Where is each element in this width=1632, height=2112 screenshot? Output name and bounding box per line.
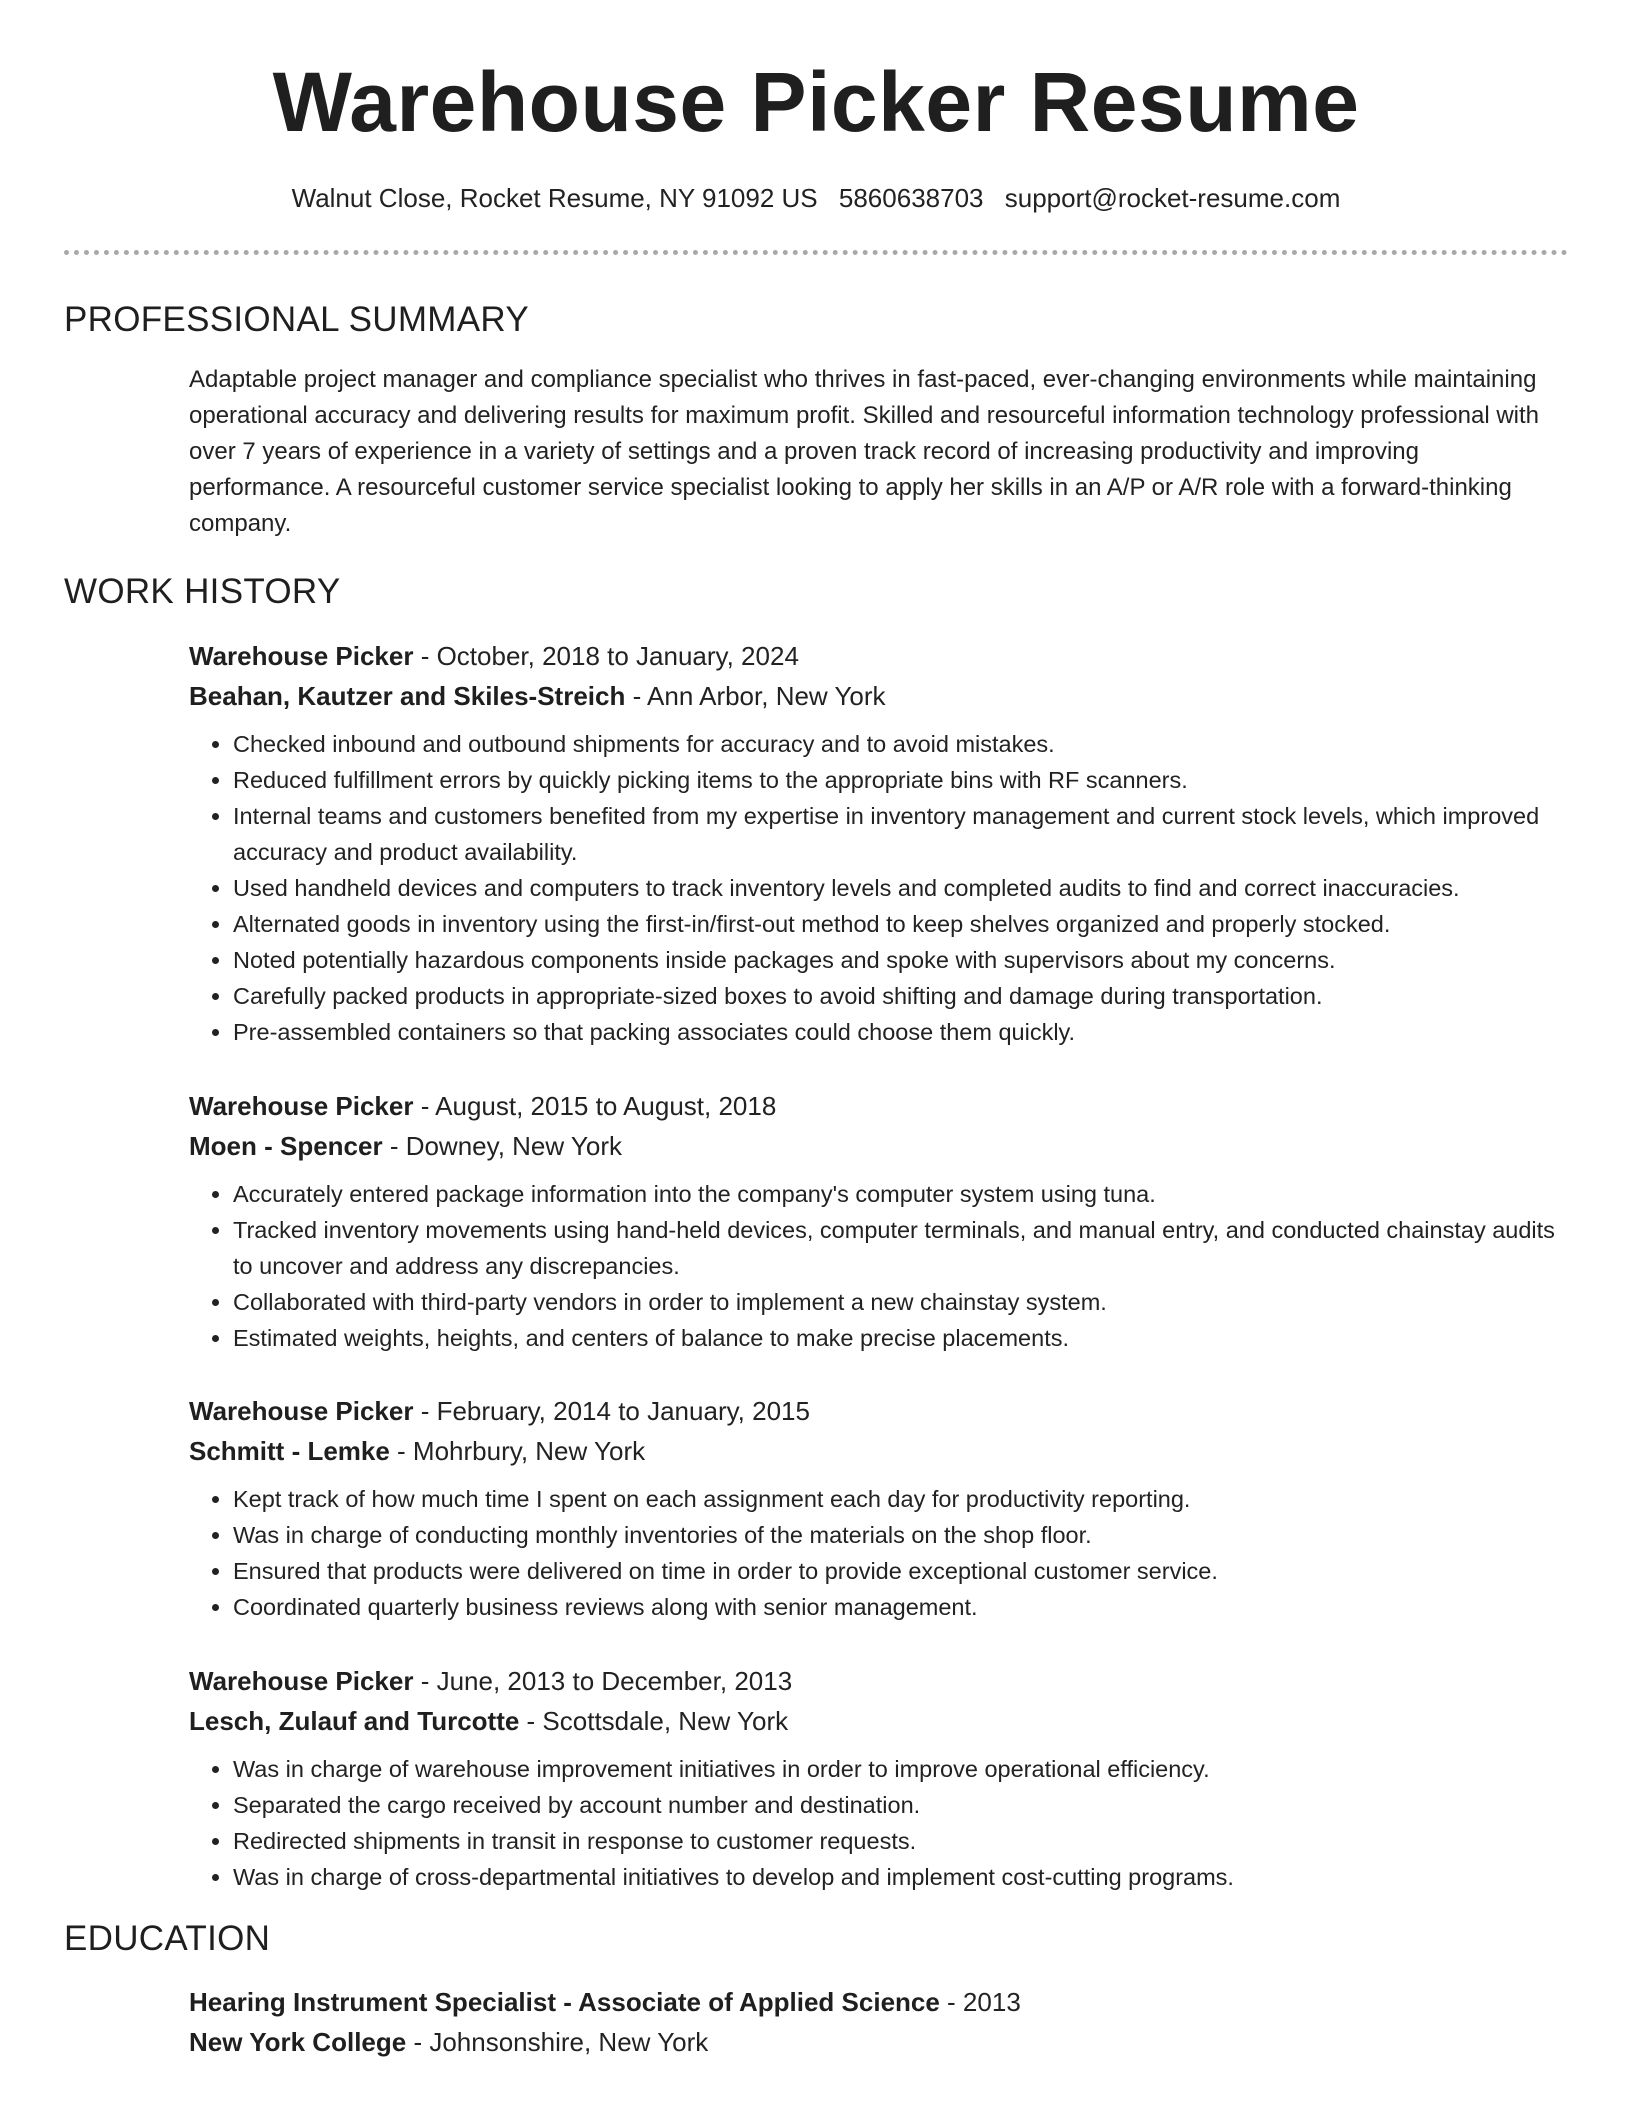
job-bullet: • Alternated goods in inventory using the first-in/first-out method to keep shelves organized and properly stocked. [233, 906, 1564, 942]
job-bullet: • Ensured that products were delivered on time in order to provide exceptional customer service. [233, 1553, 1564, 1589]
job-location: - Downey, New York [382, 1131, 622, 1161]
job-dates: - June, 2013 to December, 2013 [413, 1666, 793, 1696]
job-bullet: • Pre-assembled containers so that packing associates could choose them quickly. [233, 1014, 1564, 1050]
job-entry [189, 636, 1564, 1050]
job-dates: - February, 2014 to January, 2015 [413, 1396, 810, 1426]
job-bullet: • Was in charge of conducting monthly inventories of the materials on the shop floor. [233, 1517, 1564, 1553]
job-bullet: • Reduced fulfillment errors by quickly picking items to the appropriate bins with RF scanners. [233, 762, 1564, 798]
job-bullet: • Estimated weights, heights, and centers of balance to make precise placements. [233, 1320, 1564, 1356]
resume-title: Warehouse Picker Resume [272, 55, 1360, 149]
job-bullet: • Checked inbound and outbound shipments for accuracy and to avoid mistakes. [233, 726, 1564, 762]
summary-text: Adaptable project manager and compliance specialist who thrives in fast-paced, ever-changing environments while maintaining operational accuracy and delivering results for maximum profit. Skilled and resourceful information technology professional with over 7 years of experience in a variety of settings and a proven track record of increasing productivity and improving performance. A resourceful customer service specialist looking to apply her skills in an A/P or A/R role with a forward-thinking company. [189, 366, 1539, 537]
contact-email: support@rocket-resume.com [1004, 183, 1341, 213]
job-bullet: • Was in charge of cross-departmental initiatives to develop and implement cost-cutting programs. [233, 1859, 1564, 1895]
job-location: - Scottsdale, New York [519, 1706, 789, 1736]
job-dates: - October, 2018 to January, 2024 [413, 641, 799, 671]
education-heading: EDUCATION [64, 1919, 271, 1958]
job-bullet-list [189, 1481, 1564, 1625]
job-bullet: • Coordinated quarterly business reviews along with senior management. [233, 1589, 1564, 1625]
job-bullet: • Separated the cargo received by account number and destination. [233, 1787, 1564, 1823]
job-entry [189, 1391, 1564, 1625]
job-bullet-list [189, 1751, 1564, 1895]
job-bullet-list [189, 726, 1564, 1050]
education-entry [189, 1982, 1564, 2062]
job-bullet: • Kept track of how much time I spent on each assignment each day for productivity reporting. [233, 1481, 1564, 1517]
summary-heading: PROFESSIONAL SUMMARY [64, 300, 529, 339]
job-entry [189, 1661, 1564, 1895]
education-degree-line [189, 1982, 1564, 2022]
job-bullet: • Internal teams and customers benefited from my expertise in inventory management and current stock levels, which improved accuracy and product availability. [233, 798, 1564, 870]
job-company: Schmitt - Lemke [189, 1436, 390, 1466]
job-title: Warehouse Picker [189, 1666, 414, 1696]
job-title-line [189, 1661, 1564, 1701]
contact-phone: 5860638703 [838, 183, 984, 213]
job-location: - Mohrbury, New York [389, 1436, 646, 1466]
education-year: - 2013 [939, 1987, 1021, 2017]
summary-block [189, 362, 1564, 542]
job-bullet: • Redirected shipments in transit in response to customer requests. [233, 1823, 1564, 1859]
job-title: Warehouse Picker [189, 1396, 414, 1426]
header-divider [64, 250, 1568, 255]
job-company: Lesch, Zulauf and Turcotte [189, 1706, 520, 1736]
job-company-line [189, 1431, 1564, 1471]
job-company-line [189, 1701, 1564, 1741]
job-title-line [189, 636, 1564, 676]
job-bullet: • Tracked inventory movements using hand-held devices, computer terminals, and manual entry, and conducted chainstay audits to uncover and address any discrepancies. [233, 1212, 1564, 1284]
job-company-line [189, 676, 1564, 716]
job-bullet: • Noted potentially hazardous components inside packages and spoke with supervisors about my concerns. [233, 942, 1564, 978]
job-bullet: • Carefully packed products in appropriate-sized boxes to avoid shifting and damage during transportation. [233, 978, 1564, 1014]
job-title-line [189, 1086, 1564, 1126]
education-school: New York College [189, 2027, 407, 2057]
job-bullet: • Accurately entered package information into the company's computer system using tuna. [233, 1176, 1564, 1212]
job-dates: - August, 2015 to August, 2018 [413, 1091, 777, 1121]
job-bullet: • Collaborated with third-party vendors in order to implement a new chainstay system. [233, 1284, 1564, 1320]
education-location: - Johnsonshire, New York [406, 2027, 709, 2057]
job-company: Beahan, Kautzer and Skiles-Streich [189, 681, 626, 711]
job-title: Warehouse Picker [189, 1091, 414, 1121]
job-title: Warehouse Picker [189, 641, 414, 671]
job-entry [189, 1086, 1564, 1356]
job-bullet: • Used handheld devices and computers to track inventory levels and completed audits to find and correct inaccuracies. [233, 870, 1564, 906]
education-school-line [189, 2022, 1564, 2062]
job-company: Moen - Spencer [189, 1131, 383, 1161]
education-degree: Hearing Instrument Specialist - Associate of Applied Science [189, 1987, 940, 2017]
work-history-heading: WORK HISTORY [64, 572, 341, 611]
job-title-line [189, 1391, 1564, 1431]
job-location: - Ann Arbor, New York [625, 681, 886, 711]
contact-line [0, 180, 1632, 216]
job-company-line [189, 1126, 1564, 1166]
contact-address: Walnut Close, Rocket Resume, NY 91092 US [291, 183, 818, 213]
job-bullet: • Was in charge of warehouse improvement initiatives in order to improve operational efficiency. [233, 1751, 1564, 1787]
job-bullet-list [189, 1176, 1564, 1356]
